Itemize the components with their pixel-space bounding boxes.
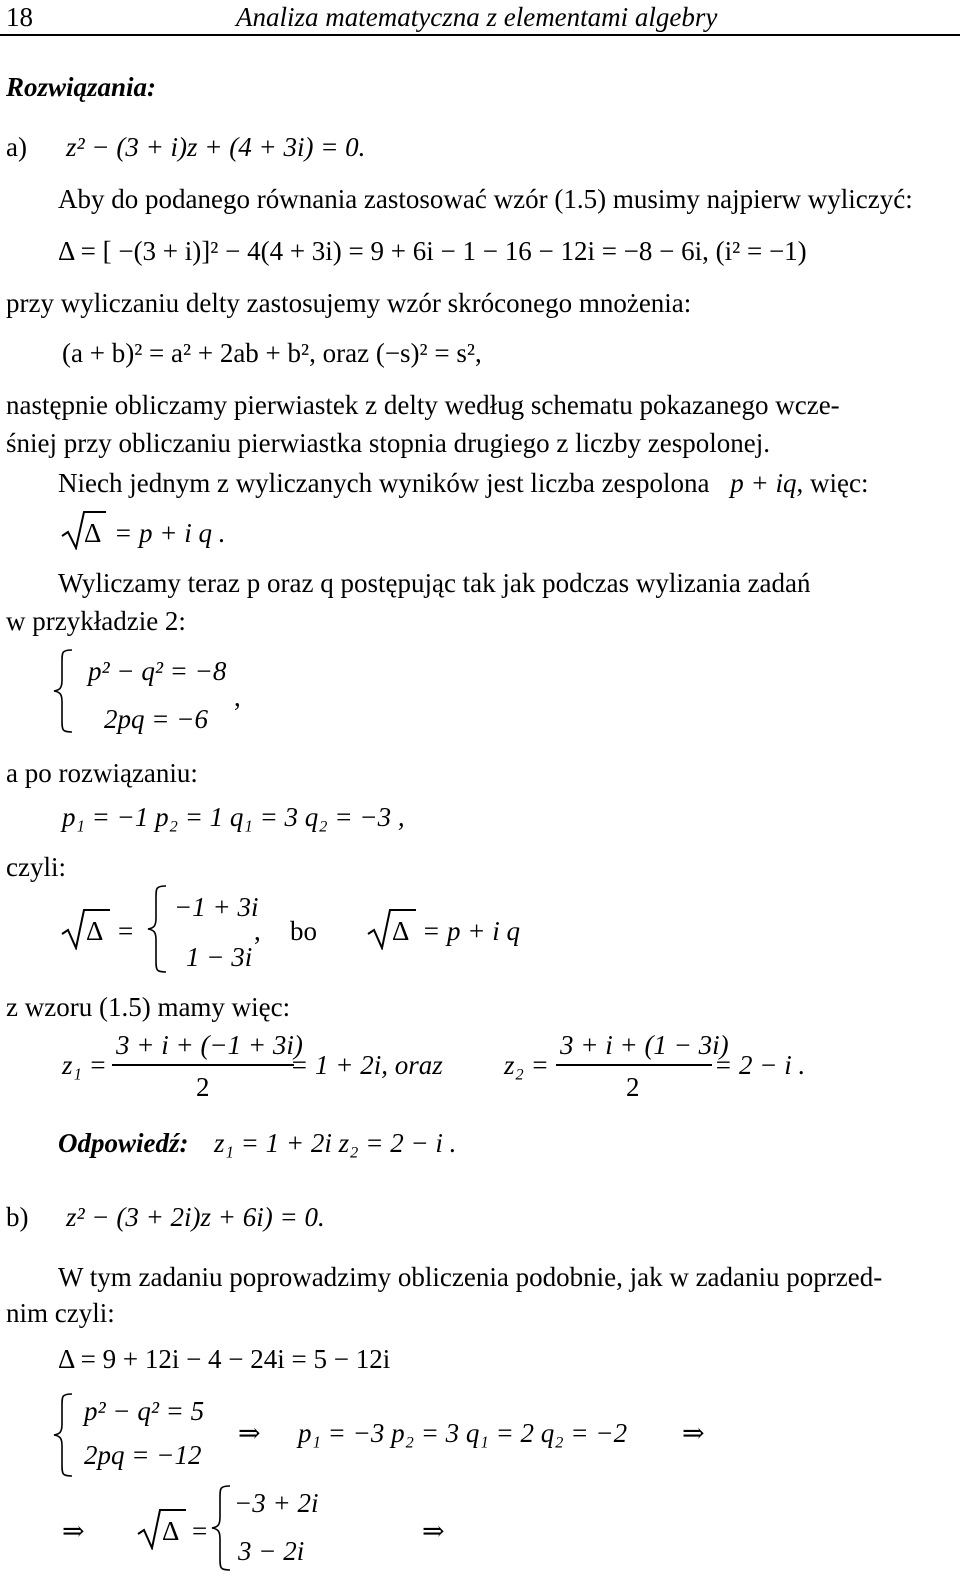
left-brace <box>210 1484 234 1572</box>
z1-rhs: = 1 + 2i, oraz <box>290 1050 443 1080</box>
root-value: −1 + 3i <box>174 892 259 922</box>
fraction-denominator: 2 <box>626 1072 640 1102</box>
equals: = <box>192 1516 208 1546</box>
formula: (a + b)² = a² + 2ab + b², oraz (−s)² = s², <box>62 338 482 368</box>
paragraph: z wzoru (1.5) mamy więc: <box>6 992 291 1022</box>
p4-end: , więc: <box>796 468 869 498</box>
answer: z₁ = 1 + 2i z₂ = 2 − i . <box>214 1128 457 1158</box>
equals: = <box>118 916 134 946</box>
paragraph: przy wyliczaniu delty zastosujemy wzór skróconego mnożenia: <box>6 288 692 318</box>
delta-symbol: Δ <box>86 916 104 946</box>
z2-rhs: = 2 − i . <box>714 1050 806 1080</box>
p4-expr: p + iq <box>730 468 797 498</box>
root-value: 1 − 3i <box>186 942 253 972</box>
paragraph-line: następnie obliczamy pierwiastek z delty według schematu pokazanego wcze- <box>6 390 840 420</box>
root-value: 3 − 2i <box>238 1536 305 1566</box>
z1-lhs: z₁ = <box>62 1050 107 1080</box>
z2-lhs: z₂ = <box>504 1050 549 1080</box>
answer-label: Odpowiedź: <box>58 1128 189 1158</box>
paragraph-line: w przykładzie 2: <box>6 606 186 636</box>
delta-symbol: Δ <box>162 1516 180 1546</box>
root-value: −3 + 2i <box>234 1488 319 1518</box>
paragraph-line <box>58 470 869 497</box>
comma: , <box>254 916 261 946</box>
system-equation: p² − q² = −8 <box>88 656 227 686</box>
implies-arrow: ⇒ <box>422 1516 445 1546</box>
implies-arrow: ⇒ <box>62 1516 85 1546</box>
fraction-numerator: 3 + i + (1 − 3i) <box>560 1030 729 1060</box>
paragraph-line: nim czyli: <box>6 1298 115 1328</box>
left-brace <box>146 884 170 974</box>
fraction-denominator: 2 <box>196 1072 210 1102</box>
part-a-label: a) <box>6 132 27 162</box>
left-brace <box>52 648 76 734</box>
implies-arrow: ⇒ <box>682 1418 705 1448</box>
paragraph: Aby do podanego równania zastosować wzór (1.5) musimy najpierw wyliczyć: <box>58 184 913 214</box>
delta-equation: Δ = 9 + 12i − 4 − 24i = 5 − 12i <box>58 1344 391 1374</box>
paragraph: czyli: <box>6 852 66 882</box>
part-b-equation: z² − (3 + 2i)z + 6i) = 0. <box>66 1202 325 1232</box>
page-number: 18 <box>6 2 33 32</box>
delta-equation: Δ = [ −(3 + i)]² − 4(4 + 3i) = 9 + 6i − 1 − 16 − 12i = −8 − 6i, (i² = −1) <box>58 236 807 266</box>
solutions: p₁ = −3 p₂ = 3 q₁ = 2 q₂ = −2 <box>298 1418 628 1448</box>
sqrt-equation-rhs: = p + i q . <box>114 518 226 548</box>
p4-text: Niech jednym z wyliczanych wyników jest liczba zespolona <box>58 468 710 498</box>
word-bo: bo <box>290 916 317 946</box>
left-brace <box>52 1392 76 1478</box>
delta-symbol: Δ <box>84 518 102 548</box>
delta-symbol: Δ <box>392 916 410 946</box>
system-equation: p² − q² = 5 <box>84 1396 205 1426</box>
part-a-equation: z² − (3 + i)z + (4 + 3i) = 0. <box>66 132 366 162</box>
comma: , <box>234 682 241 712</box>
paragraph-line: śniej przy obliczaniu pierwiastka stopnia drugiego z liczby zespolonej. <box>6 428 771 458</box>
sqrt-equation-rhs: = p + i q <box>422 916 520 946</box>
paragraph-line: Wyliczamy teraz p oraz q postępując tak jak podczas wylizania zadań <box>58 568 811 598</box>
fraction-line <box>112 1064 294 1066</box>
paragraph-line: W tym zadaniu poprowadzimy obliczenia podobnie, jak w zadaniu poprzed- <box>58 1262 883 1292</box>
system-equation: 2pq = −12 <box>84 1440 202 1470</box>
fraction-numerator: 3 + i + (−1 + 3i) <box>116 1030 303 1060</box>
system-equation: 2pq = −6 <box>104 704 208 734</box>
running-title: Analiza matematyczna z elementami algebry <box>236 2 718 32</box>
implies-arrow: ⇒ <box>238 1418 261 1448</box>
solutions: p₁ = −1 p₂ = 1 q₁ = 3 q₂ = −3 , <box>62 802 405 832</box>
section-heading: Rozwiązania: <box>6 72 157 102</box>
fraction-line <box>556 1064 712 1066</box>
part-b-label: b) <box>6 1202 29 1232</box>
paragraph: a po rozwiązaniu: <box>6 758 198 788</box>
header-rule <box>0 34 960 36</box>
